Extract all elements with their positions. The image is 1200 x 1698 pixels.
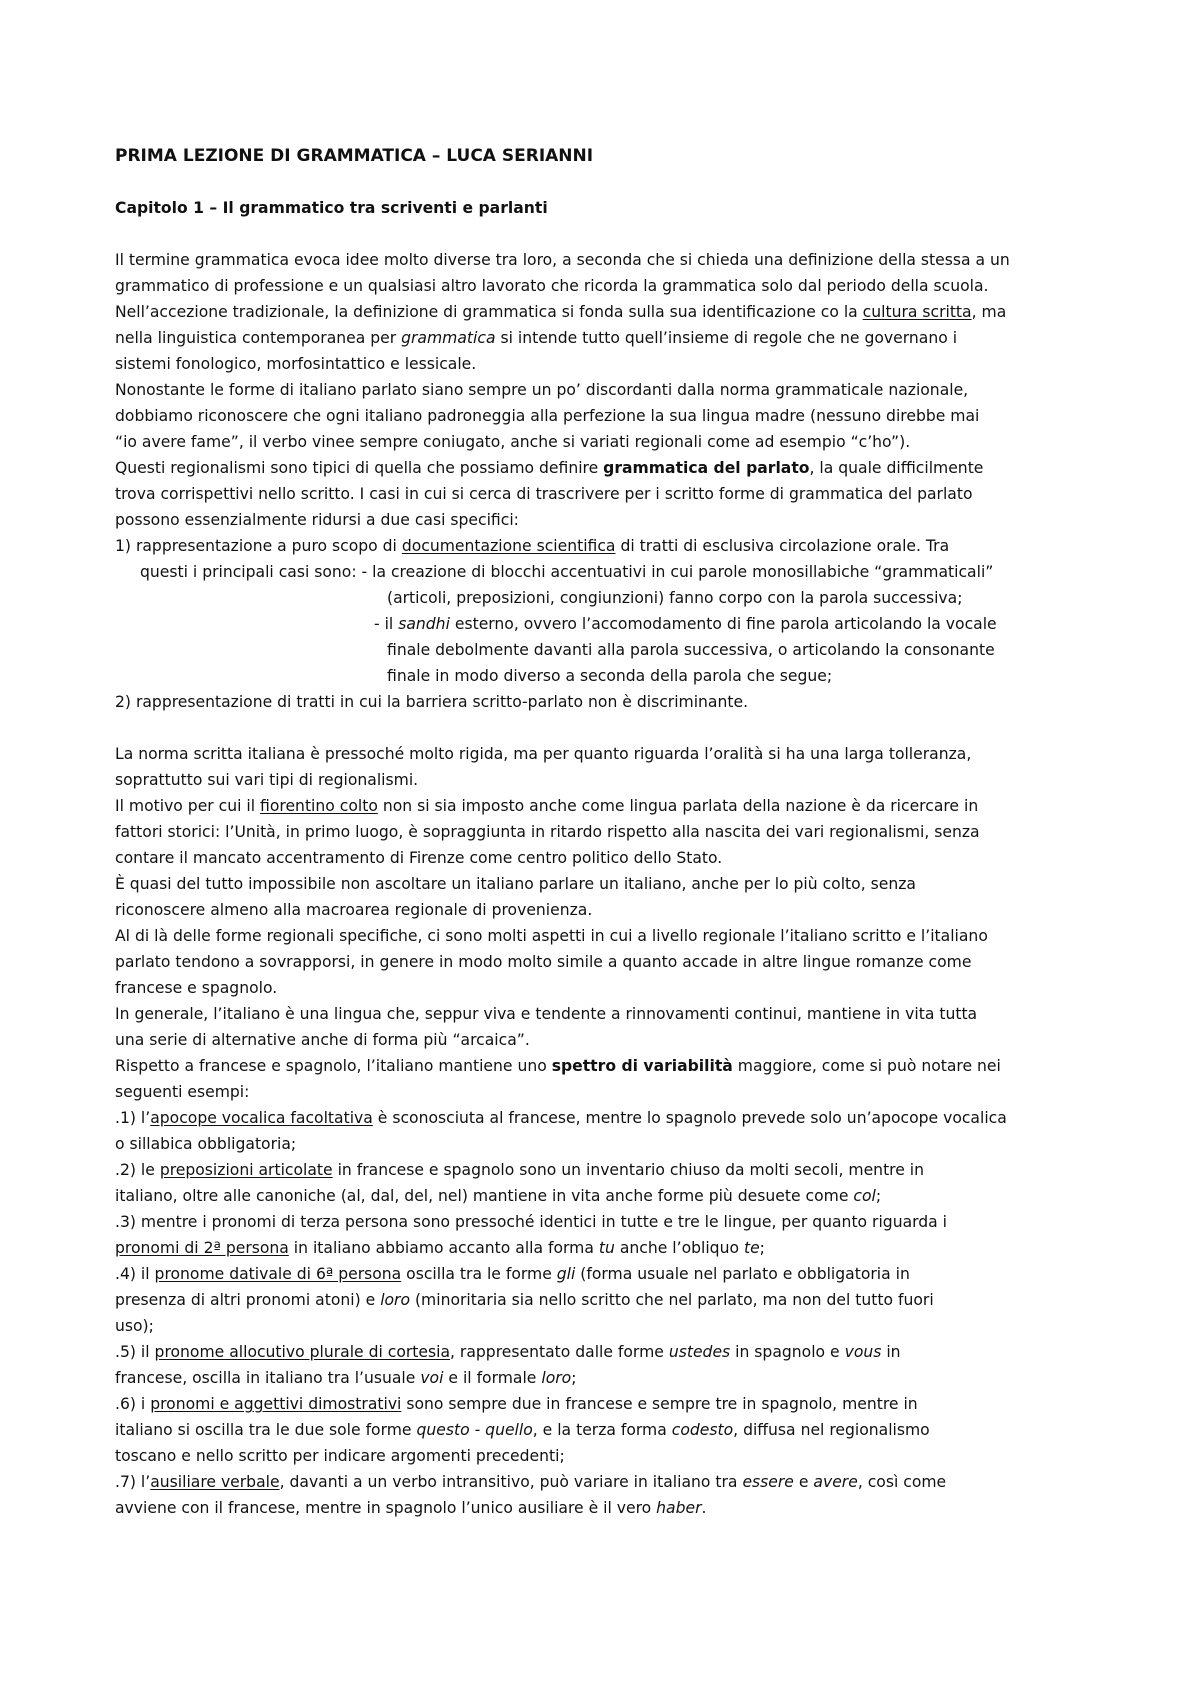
italic-term: grammatica xyxy=(401,329,496,347)
underlined-term: documentazione scientifica xyxy=(401,537,616,555)
text-segment: sistemi fonologico, morfosintattico e lessicale. xyxy=(115,355,477,373)
underlined-term: ausiliare verbale xyxy=(150,1473,280,1491)
text-line xyxy=(115,845,1090,871)
text-line xyxy=(115,871,1090,897)
text-line xyxy=(115,1209,1090,1235)
text-line xyxy=(115,507,1090,533)
text-line xyxy=(115,1495,1090,1521)
text-segment: in spagnolo e xyxy=(730,1343,845,1361)
text-line xyxy=(115,819,1090,845)
text-line xyxy=(115,351,1090,377)
text-line xyxy=(115,377,1090,403)
text-segment: e il formale xyxy=(443,1369,542,1387)
text-segment: , la quale difficilmente xyxy=(809,459,984,477)
text-line xyxy=(115,1261,1090,1287)
text-segment: oscilla tra le forme xyxy=(401,1265,557,1283)
text-line xyxy=(115,1105,1090,1131)
text-line xyxy=(115,1235,1090,1261)
text-segment: è sconosciuta al francese, mentre lo spagnolo prevede solo un’apocope vocalica xyxy=(372,1109,1007,1127)
text-segment: nella linguistica contemporanea per xyxy=(115,329,402,347)
text-segment: , diffusa nel regionalismo xyxy=(733,1421,930,1439)
document-title: PRIMA LEZIONE DI GRAMMATICA – LUCA SERIANNI xyxy=(115,146,594,166)
text-segment: italiano si oscilla tra le due sole forme xyxy=(115,1421,417,1439)
text-segment: Rispetto a francese e spagnolo, l’italiano mantiene uno xyxy=(115,1057,552,1075)
italic-term: voi xyxy=(420,1369,444,1387)
text-line xyxy=(115,1131,1090,1157)
text-line xyxy=(115,1157,1090,1183)
text-segment: in xyxy=(881,1343,901,1361)
text-segment: si intende tutto quell’insieme di regole che ne governano i xyxy=(495,329,958,347)
italic-term: loro xyxy=(541,1369,572,1387)
italic-term: codesto xyxy=(671,1421,734,1439)
text-line xyxy=(115,403,1090,429)
text-line xyxy=(115,1001,1090,1027)
underlined-term: preposizioni articolate xyxy=(159,1161,333,1179)
text-line xyxy=(115,949,1090,975)
underlined-term: apocope vocalica facoltativa xyxy=(150,1109,373,1127)
text-segment: trova corrispettivi nello scritto. I casi in cui si cerca di trascrivere per i scritto forme di grammatica del parlato xyxy=(115,485,973,503)
text-segment: , rappresentato dalle forme xyxy=(450,1343,669,1361)
text-line xyxy=(115,1027,1090,1053)
text-segment: avviene con il francese, mentre in spagnolo l’unico ausiliare è il vero xyxy=(115,1499,657,1517)
text-segment: soprattutto sui vari tipi di regionalismi. xyxy=(115,771,419,789)
italic-term: ustedes xyxy=(668,1343,731,1361)
text-line xyxy=(115,793,1090,819)
text-segment: .3) mentre i pronomi di terza persona sono pressoché identici in tutte e tre le lingue, per quanto riguarda i xyxy=(115,1213,948,1231)
text-line xyxy=(115,1183,1090,1209)
text-segment: , così come xyxy=(857,1473,947,1491)
text-segment: uso); xyxy=(115,1317,154,1335)
text-line xyxy=(115,247,1090,273)
text-segment: 2) rappresentazione di tratti in cui la barriera scritto-parlato non è discriminante. xyxy=(115,693,749,711)
text-line xyxy=(115,1365,1090,1391)
text-line xyxy=(115,1339,1090,1365)
text-segment: Il motivo per cui il xyxy=(115,797,261,815)
document-body xyxy=(115,143,1090,1521)
text-line xyxy=(115,585,1090,611)
text-segment: .5) il xyxy=(115,1343,155,1361)
italic-term: sandhi xyxy=(398,615,450,633)
text-segment: In generale, l’italiano è una lingua che, seppur viva e tendente a rinnovamenti continui, mantiene in vita tutta xyxy=(115,1005,978,1023)
text-segment: .2) le xyxy=(115,1161,160,1179)
text-segment: , ma xyxy=(971,303,1007,321)
text-segment: italiano, oltre alle canoniche (al, dal, del, nel) mantiene in vita anche forme più desuete come xyxy=(115,1187,854,1205)
text-line xyxy=(115,325,1090,351)
text-segment: finale in modo diverso a seconda della parola che segue; xyxy=(387,667,833,685)
underlined-term: fiorentino colto xyxy=(260,797,378,815)
underlined-term: pronome dativale di 6ª persona xyxy=(154,1265,402,1283)
text-segment: .7) l’ xyxy=(115,1473,151,1491)
italic-term: vous xyxy=(844,1343,882,1361)
text-segment: seguenti esempi: xyxy=(115,1083,250,1101)
text-line xyxy=(115,689,1090,715)
text-line xyxy=(115,1287,1090,1313)
text-segment: esterno, ovvero l’accomodamento di fine parola articolando la vocale xyxy=(449,615,997,633)
text-segment: francese, oscilla in italiano tra l’usuale xyxy=(115,1369,421,1387)
text-line xyxy=(115,1391,1090,1417)
text-segment: È quasi del tutto impossibile non ascoltare un italiano parlare un italiano, anche per lo più colto, senza xyxy=(115,875,916,893)
text-segment: presenza di altri pronomi atoni) e xyxy=(115,1291,381,1309)
italic-term: essere xyxy=(742,1473,794,1491)
chapter-heading: Capitolo 1 – Il grammatico tra scriventi e parlanti xyxy=(115,199,548,217)
text-segment: “io avere fame”, il verbo vinee sempre coniugato, anche si variati regionali come ad esempio “c’ho”). xyxy=(115,433,911,451)
italic-term: questo - quello xyxy=(416,1421,533,1439)
paragraph-gap xyxy=(115,715,1090,741)
text-line xyxy=(115,923,1090,949)
text-segment: di tratti di esclusiva circolazione orale. Tra xyxy=(615,537,950,555)
text-segment: contare il mancato accentramento di Firenze come centro politico dello Stato. xyxy=(115,849,723,867)
text-segment: , davanti a un verbo intransitivo, può variare in italiano tra xyxy=(279,1473,743,1491)
text-segment: .4) il xyxy=(115,1265,155,1283)
text-line xyxy=(115,1443,1090,1469)
text-segment: fattori storici: l’Unità, in primo luogo, è sopraggiunta in ritardo rispetto alla nascita dei vari regionalismi, senza xyxy=(115,823,980,841)
text-segment: 1) rappresentazione a puro scopo di xyxy=(115,537,402,555)
text-segment: Nonostante le forme di italiano parlato siano sempre un po’ discordanti dalla norma grammaticale nazionale, xyxy=(115,381,969,399)
text-segment: toscano e nello scritto per indicare argomenti precedenti; xyxy=(115,1447,565,1465)
text-line xyxy=(115,975,1090,1001)
text-line xyxy=(115,559,1090,585)
text-segment: (forma usuale nel parlato e obbligatoria in xyxy=(575,1265,910,1283)
text-line xyxy=(115,273,1090,299)
text-line xyxy=(115,611,1090,637)
text-segment: Nell’accezione tradizionale, la definizione di grammatica si fonda sulla sua identificazione co la xyxy=(115,303,863,321)
text-line xyxy=(115,637,1090,663)
bold-term: spettro di variabilità xyxy=(551,1057,733,1075)
text-segment: .1) l’ xyxy=(115,1109,151,1127)
text-segment: grammatico di professione e un qualsiasi altro lavorato che ricorda la grammatica solo dal periodo della scuola. xyxy=(115,277,989,295)
text-segment: Il termine grammatica evoca idee molto diverse tra loro, a seconda che si chieda una definizione della stessa a un xyxy=(115,251,1010,269)
text-segment: ; xyxy=(571,1369,577,1387)
text-line xyxy=(115,767,1090,793)
text-segment: - il xyxy=(374,615,399,633)
text-line xyxy=(115,1313,1090,1339)
text-segment: in francese e spagnolo sono un inventario chiuso da molti secoli, mentre in xyxy=(332,1161,925,1179)
text-segment: in italiano abbiamo accanto alla forma xyxy=(288,1239,599,1257)
italic-term: haber xyxy=(656,1499,702,1517)
text-segment: riconoscere almeno alla macroarea regionale di provenienza. xyxy=(115,901,593,919)
text-line xyxy=(115,429,1090,455)
text-line xyxy=(115,1079,1090,1105)
underlined-term: pronome allocutivo plurale di cortesia xyxy=(154,1343,451,1361)
text-segment: , e la terza forma xyxy=(532,1421,672,1439)
underlined-term: pronomi e aggettivi dimostrativi xyxy=(150,1395,402,1413)
text-segment: anche l’obliquo xyxy=(614,1239,744,1257)
text-segment: ; xyxy=(875,1187,882,1205)
text-line xyxy=(115,897,1090,923)
italic-term: te xyxy=(743,1239,760,1257)
text-line xyxy=(115,455,1090,481)
text-segment: La norma scritta italiana è pressoché molto rigida, ma per quanto riguarda l’oralità si ha una larga tolleranza, xyxy=(115,745,972,763)
text-segment: una serie di alternative anche di forma più “arcaica”. xyxy=(115,1031,530,1049)
text-line xyxy=(115,1469,1090,1495)
italic-term: tu xyxy=(598,1239,615,1257)
text-segment: (minoritaria sia nello scritto che nel parlato, ma non del tutto fuori xyxy=(410,1291,934,1309)
text-line xyxy=(115,663,1090,689)
text-line xyxy=(115,1053,1090,1079)
text-segment: non si sia imposto anche come lingua parlata della nazione è da ricercare in xyxy=(377,797,979,815)
text-segment: maggiore, come si può notare nei xyxy=(732,1057,1001,1075)
italic-term: gli xyxy=(556,1265,576,1283)
text-segment: francese e spagnolo. xyxy=(115,979,278,997)
text-line xyxy=(115,1417,1090,1443)
text-line xyxy=(115,741,1090,767)
text-segment: finale debolmente davanti alla parola successiva, o articolando la consonante xyxy=(387,641,995,659)
text-segment: o sillabica obbligatoria; xyxy=(115,1135,297,1153)
text-segment: . xyxy=(701,1499,707,1517)
text-segment: .6) i xyxy=(115,1395,151,1413)
spacer xyxy=(115,221,1090,247)
text-segment: sono sempre due in francese e sempre tre in spagnolo, mentre in xyxy=(401,1395,918,1413)
text-segment: (articoli, preposizioni, congiunzioni) fanno corpo con la parola successiva; xyxy=(387,589,963,607)
underlined-term: cultura scritta xyxy=(862,303,972,321)
text-segment: possono essenzialmente ridursi a due casi specifici: xyxy=(115,511,519,529)
text-line xyxy=(115,481,1090,507)
bold-term: grammatica del parlato xyxy=(603,459,810,477)
text-line xyxy=(115,299,1090,325)
underlined-term: pronomi di 2ª persona xyxy=(115,1239,289,1257)
italic-term: loro xyxy=(380,1291,411,1309)
text-segment: ; xyxy=(759,1239,765,1257)
spacer xyxy=(115,169,1090,195)
text-line xyxy=(115,533,1090,559)
italic-term: col xyxy=(853,1187,876,1205)
text-segment: Al di là delle forme regionali specifiche, ci sono molti aspetti in cui a livello regionale l’italiano scritto e l’italiano xyxy=(115,927,988,945)
body-text xyxy=(115,247,1090,1521)
text-segment: parlato tendono a sovrapporsi, in genere in modo molto simile a quanto accade in altre lingue romanze come xyxy=(115,953,972,971)
text-segment: e xyxy=(793,1473,814,1491)
italic-term: avere xyxy=(813,1473,858,1491)
text-segment: questi i principali casi sono: - la creazione di blocchi accentuativi in cui parole monosillabiche “grammaticali” xyxy=(140,563,994,581)
text-segment: Questi regionalismi sono tipici di quella che possiamo definire xyxy=(115,459,604,477)
text-segment: dobbiamo riconoscere che ogni italiano padroneggia alla perfezione la sua lingua madre (nessuno direbbe mai xyxy=(115,407,980,425)
